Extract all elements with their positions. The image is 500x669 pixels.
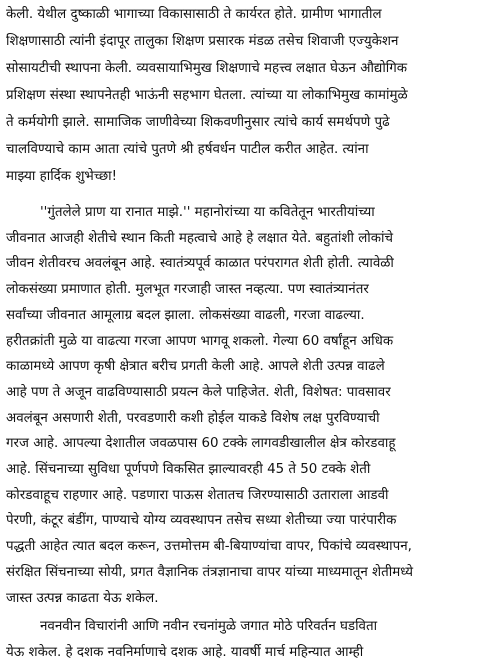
- text-line: केली. येथील दुष्काळी भागाच्या विकासासाठी ते कार्यरत होते. ग्रामीण भागातील: [6, 7, 382, 22]
- text-line: चालविण्याचे काम आता त्यांचे पुतणे श्री हर्षवर्धन पाटील करीत आहेत. त्यांना: [6, 142, 369, 157]
- text-line: शिक्षणासाठी त्यांनी इंदापूर तालुका शिक्षण प्रसारक मंडळ तसेच शिवाजी एज्युकेशन: [6, 34, 399, 49]
- text-line: आहे पण ते अजून वाढविण्यासाठी प्रयत्न केले पाहिजेत. शेती, विशेषत: पावसावर: [6, 384, 391, 400]
- text-line: येऊ शकेल. हे दशक नवनिर्माणाचे दशक आहे. यावर्षी मार्च महिन्यात आम्ही: [6, 645, 364, 660]
- text-line: काळामध्ये आपण कृषी क्षेत्रात बरीच प्रगती केली आहे. आपले शेती उत्पन्न वाढले: [6, 359, 385, 375]
- text-line: नवनवीन विचारांनी आणि नवीन रचनांमुळे जगात मोठे परिवर्तन घडविता: [40, 619, 378, 634]
- text-line: जीवनात आजही शेतीचे स्थान किती महत्वाचे आहे हे लक्षात येते. बहुतांशी लोकांचे: [6, 230, 394, 246]
- text-line: सर्वांच्या जीवनात आमूलाग्र बदल झाला. लोकसंख्या वाढली, गरजा वाढल्या.: [6, 307, 365, 323]
- text-line: अवलंबून असणारी शेती, परवडणारी कशी होईल याकडे विशेष लक्ष पुरविण्याची: [6, 410, 380, 426]
- text-line: गरज आहे. आपल्या देशातील जवळपास 60 टक्के लागवडीखालील क्षेत्र कोरडवाहू: [6, 436, 396, 452]
- text-line: हरीतक्रांती मुळे या वाढत्या गरजा आपण भागवू शकलो. गेल्या 60 वर्षांहून अधिक: [6, 333, 394, 349]
- text-line: ''गुंतलेले प्राण या रानात माझे.'' महानोरांच्या या कवितेतून भारतीयांच्या: [40, 205, 375, 220]
- text-line: पद्धती आहेत त्यात बदल करून, उत्तमोत्तम बी-बियाण्यांचा वापर, पिकांचे व्यवस्थापन,: [6, 539, 412, 555]
- text-line: माझ्या हार्दिक शुभेच्छा!: [6, 169, 117, 184]
- text-line: जास्त उत्पन्न काढता येऊ शकेल.: [6, 591, 159, 606]
- text-line: प्रशिक्षण संस्था स्थापनेतही भाऊंनी सहभाग घेतला. त्यांच्या या लोकाभिमुख कामांमुळे: [6, 88, 408, 103]
- text-line: लोकसंख्या प्रमाणात होती. मुलभूत गरजाही जास्त नव्हत्या. पण स्वातंत्र्यानंतर: [6, 282, 369, 298]
- text-line: सोसायटीची स्थापना केली. व्यवसायाभिमुख शिक्षणाचे महत्त्व लक्षात घेऊन औद्योगिक: [6, 61, 408, 76]
- text-line: जीवन शेतीवरच अवलंबून आहे. स्वातंत्र्यपूर्व काळात परंपरागत शेती होती. त्यावेळी: [6, 256, 394, 272]
- text-line: संरक्षित सिंचनाच्या सोयी, प्रगत वैज्ञानिक तंत्रज्ञानाचा वापर यांच्या माध्यमातून शेतीमध्ये: [6, 564, 414, 580]
- text-line: पेरणी, कंटूर बंडींग, पाण्याचे योग्य व्यवस्थापन तसेच सध्या शेतीच्या ज्या पारंपारीक: [6, 513, 397, 529]
- text-line: कोरडवाहूच राहणार आहे. पडणारा पाऊस शेतातच जिरण्यासाठी उताराला आडवी: [6, 487, 389, 503]
- text-line: ते कर्मयोगी झाले. सामाजिक जाणीवेच्या शिकवणीनुसार त्यांचे कार्य समर्थपणे पुढे: [6, 115, 390, 130]
- text-line: आहे. सिंचनाच्या सुविधा पूर्णपणे विकसित झाल्यावरही 45 ते 50 टक्के शेती: [6, 462, 371, 477]
